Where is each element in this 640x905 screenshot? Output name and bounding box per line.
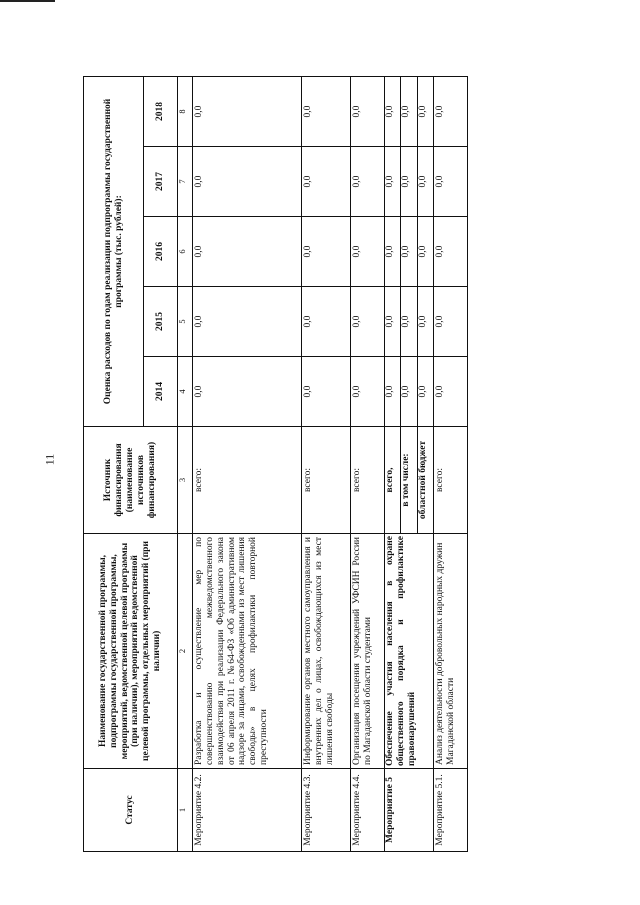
row-status: Мероприятие 5.1. [433,769,467,852]
header-year: 2015 [144,287,178,357]
row-value: 0,0 [192,147,301,217]
row-value: 0,0 [433,217,467,287]
row-value: 0,0 [350,357,384,427]
column-number-row [177,76,192,851]
row-value: 0,0 [384,76,400,146]
header-row [84,76,144,851]
row-source: всего: [350,427,384,534]
table-row [433,76,467,851]
row-source: всего: [192,427,301,534]
header-name: Наименование государственной программы, подпрограммы государственной программы, мероприятий, ведомственной целевой программы (при наличии), мероприятий ведомственной целевой программы, отдельных мероприятий (при наличии) [84,534,178,769]
row-value: 0,0 [433,76,467,146]
row-status: Мероприятие 4.3. [301,769,350,852]
row-value: 0,0 [417,217,433,287]
row-value: 0,0 [401,287,417,357]
table-row [384,76,400,851]
row-value: 0,0 [417,147,433,217]
table-row [192,76,301,851]
table-row [350,76,384,851]
row-value: 0,0 [192,287,301,357]
row-value: 0,0 [401,357,417,427]
col-number: 2 [177,534,192,769]
col-number: 5 [177,287,192,357]
row-value: 0,0 [433,287,467,357]
header-year: 2016 [144,217,178,287]
row-value: 0,0 [384,287,400,357]
row-value: 0,0 [401,147,417,217]
page-number: 11 [42,453,57,466]
budget-table [83,76,468,852]
col-number: 4 [177,357,192,427]
row-name: Информирование органов местного самоуправления и внутренних дел о лицах, освобождающихся из мест лишения свободы [301,534,350,769]
header-year: 2017 [144,147,178,217]
row-value: 0,0 [301,76,350,146]
row-value: 0,0 [350,217,384,287]
row-name: Разработка и осуществление мер по совершенствованию межведомственного взаимодействия при реализации Федерального закона от 06 апреля 2011 г. №64-ФЗ «Об административном надзоре за лицами, освобожденными из мест лишения свободы» в целях профилактики повторной преступности [192,534,301,769]
row-source: всего, [384,427,400,534]
row-value: 0,0 [192,217,301,287]
header-status: Статус [84,769,178,852]
col-number: 8 [177,76,192,146]
header-year: 2014 [144,357,178,427]
row-value: 0,0 [350,287,384,357]
row-value: 0,0 [192,76,301,146]
row-status: Мероприятие 4.2. [192,769,301,852]
col-number: 6 [177,217,192,287]
col-number: 7 [177,147,192,217]
header-estimate: Оценка расходов по годам реализации подпрограммы государственной программы (тыс. рублей): [84,76,144,426]
col-number: 1 [177,769,192,852]
scan-artifact-line [0,0,55,2]
row-value: 0,0 [350,147,384,217]
row-name: Обеспечение участия населения в охране общественного порядка и профилактике правонарушений [384,534,433,769]
row-status: Мероприятие 4.4. [350,769,384,852]
row-value: 0,0 [433,357,467,427]
row-value: 0,0 [301,357,350,427]
row-name: Анализ деятельности добровольных народных дружин Магаданской области [433,534,467,769]
row-value: 0,0 [417,357,433,427]
row-value: 0,0 [401,217,417,287]
row-value: 0,0 [384,217,400,287]
row-status: Мероприятие 5 [384,769,433,852]
row-source: всего: [301,427,350,534]
budget-table-sheet [83,77,468,852]
row-value: 0,0 [192,357,301,427]
row-name: Организация посещения учреждений УФСИН России по Магаданской области студентами [350,534,384,769]
row-value: 0,0 [384,357,400,427]
col-number: 3 [177,427,192,534]
header-source: Источник финансирования (наименование источников финансирования) [84,427,178,534]
row-value: 0,0 [417,76,433,146]
row-value: 0,0 [350,76,384,146]
row-source: областной бюджет [417,427,433,534]
row-value: 0,0 [433,147,467,217]
row-value: 0,0 [301,287,350,357]
row-source: всего: [433,427,467,534]
header-year: 2018 [144,76,178,146]
row-value: 0,0 [384,147,400,217]
row-value: 0,0 [301,217,350,287]
row-value: 0,0 [417,287,433,357]
table-row [301,76,350,851]
row-source: в том числе: [401,427,417,534]
row-value: 0,0 [301,147,350,217]
row-value: 0,0 [401,76,417,146]
